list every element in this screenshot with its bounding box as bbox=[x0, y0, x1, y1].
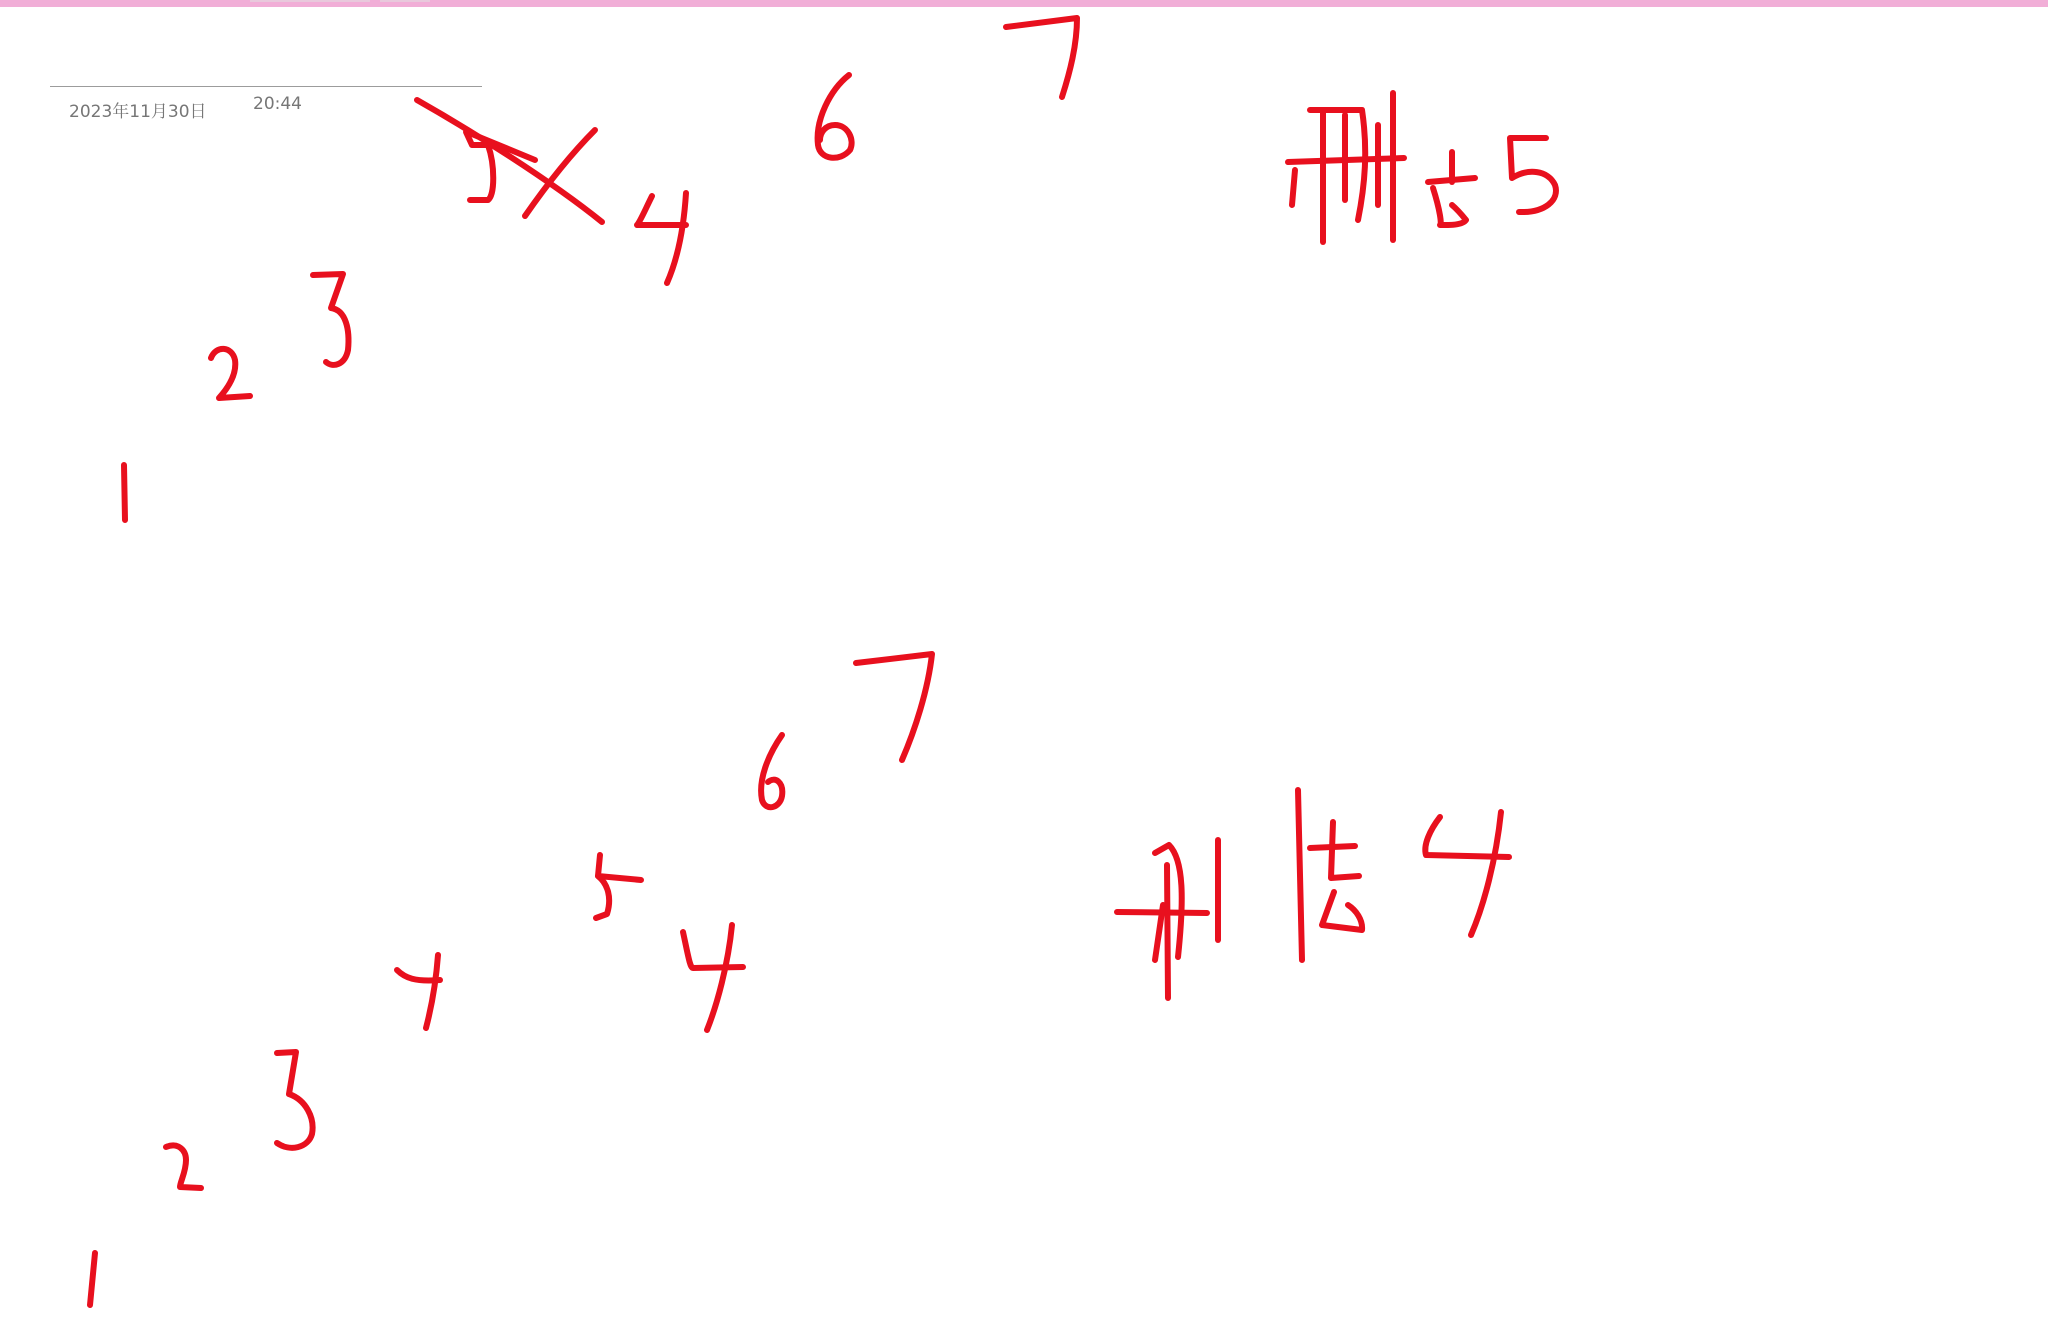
ink-digit-6 bbox=[818, 75, 852, 158]
ink-digit-1 bbox=[90, 1253, 95, 1305]
ink-digit-5 bbox=[598, 855, 641, 880]
lower-ink-group bbox=[90, 654, 1509, 1305]
ink-strike-mark bbox=[417, 100, 602, 222]
ink-digit-4 bbox=[683, 932, 743, 968]
ink-digit-6 bbox=[761, 735, 782, 807]
ink-digit-4 bbox=[707, 925, 732, 1030]
ink-digit-5 bbox=[596, 876, 609, 918]
ink-digit-4 bbox=[426, 955, 438, 1028]
ink-digit-2 bbox=[211, 349, 250, 398]
ink-digit-3 bbox=[313, 274, 348, 365]
ink-annotation-upper bbox=[1310, 110, 1365, 220]
ink-digit-1 bbox=[124, 465, 125, 520]
ink-annotation-upper bbox=[1510, 138, 1556, 212]
upper-ink-group bbox=[124, 18, 1556, 520]
ink-annotation-lower bbox=[1167, 865, 1168, 998]
ink-digit-7 bbox=[856, 654, 932, 760]
ink-annotation-upper bbox=[1292, 170, 1295, 205]
ink-digit-3 bbox=[277, 1052, 313, 1148]
ink-annotation-lower bbox=[1471, 812, 1501, 935]
note-date: 2023年11月30日 bbox=[69, 102, 207, 122]
ink-annotation-upper bbox=[1433, 188, 1466, 225]
ink-digit-7 bbox=[1006, 18, 1077, 97]
ink-digit-4 bbox=[667, 193, 686, 283]
ink-annotation-lower bbox=[1298, 790, 1302, 960]
note-time: 20:44 bbox=[253, 94, 302, 114]
ink-digit-2 bbox=[166, 1145, 201, 1188]
ink-annotation-lower bbox=[1331, 822, 1359, 878]
ink-annotation-lower bbox=[1322, 892, 1362, 930]
ink-digit-4 bbox=[637, 196, 686, 225]
